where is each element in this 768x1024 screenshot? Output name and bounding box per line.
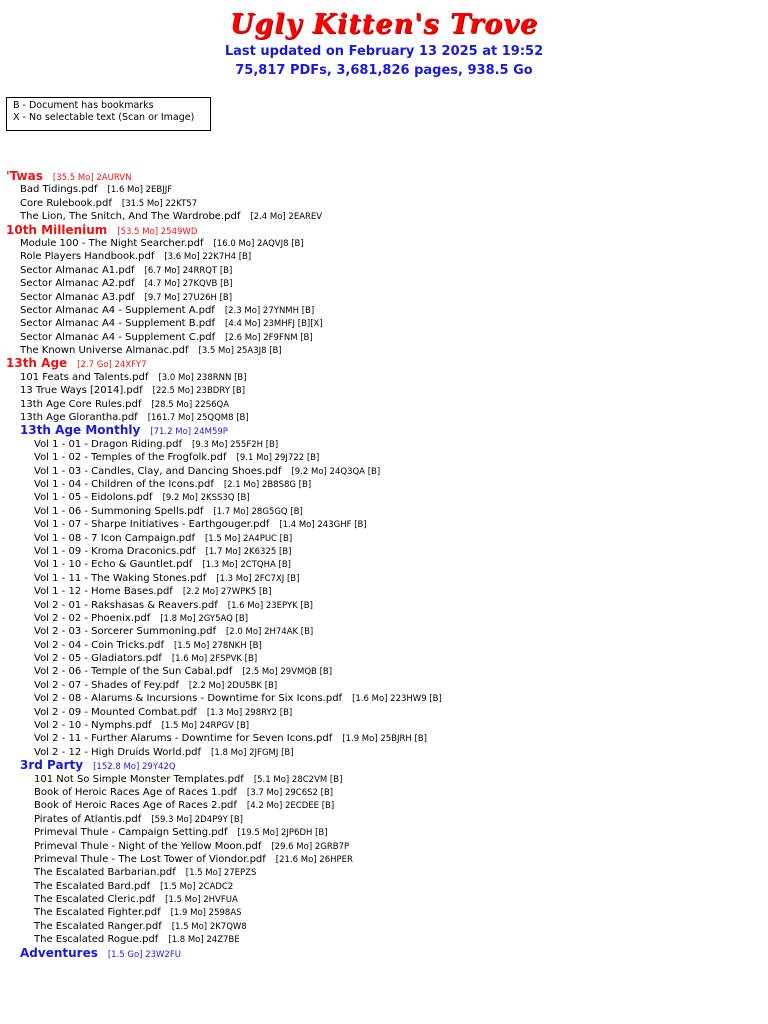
file-size-id: [1.6 Mo] 223HW9 [B]	[352, 694, 442, 705]
page-header	[0, 0, 768, 80]
file-name[interactable]: 13 True Ways [2014].pdf	[20, 385, 143, 397]
file-size-id: [1.3 Mo] 2CTQHA [B]	[202, 560, 291, 571]
file-name[interactable]: The Escalated Bard.pdf	[34, 880, 151, 892]
file-name[interactable]: Vol 2 - 03 - Sorcerer Summoning.pdf	[34, 626, 216, 638]
file-row[interactable]	[0, 304, 768, 317]
file-size-id: [1.3 Mo] 298RY2 [B]	[206, 707, 293, 718]
file-row[interactable]	[0, 291, 768, 304]
category-row[interactable]	[0, 947, 768, 960]
category-name[interactable]: 3rd Party	[20, 758, 84, 773]
category-size-id: [152.8 Mo] 29Y42Q	[93, 762, 176, 773]
file-name[interactable]: Sector Almanac A1.pdf	[20, 264, 135, 276]
file-row[interactable]	[0, 398, 768, 411]
file-row[interactable]	[0, 411, 768, 424]
file-name[interactable]: Vol 1 - 10 - Echo & Gauntlet.pdf	[34, 559, 193, 571]
file-size-id: [3.7 Mo] 29C6S2 [B]	[246, 787, 334, 798]
file-size-id: [2.1 Mo] 2B8S8G [B]	[223, 479, 312, 490]
category-size-id: [71.2 Mo] 24M59P	[150, 427, 228, 438]
file-name[interactable]: Sector Almanac A4 - Supplement B.pdf	[20, 318, 216, 330]
file-row[interactable]	[0, 465, 768, 478]
file-row[interactable]	[0, 532, 768, 545]
file-size-id: [1.9 Mo] 2598AS	[170, 908, 242, 919]
file-name[interactable]: 13th Age Core Rules.pdf	[20, 398, 142, 410]
file-row[interactable]	[0, 572, 768, 585]
file-name[interactable]: Vol 1 - 06 - Summoning Spells.pdf	[34, 505, 204, 517]
file-name[interactable]: The Escalated Fighter.pdf	[34, 907, 161, 919]
file-name[interactable]: Module 100 - The Night Searcher.pdf	[20, 237, 204, 249]
file-size-id: [3.0 Mo] 238RNN [B]	[158, 372, 247, 383]
file-name[interactable]: Vol 1 - 03 - Candles, Clay, and Dancing Shoes.pdf	[34, 465, 282, 477]
file-name[interactable]: Vol 2 - 10 - Nymphs.pdf	[34, 720, 152, 732]
file-name[interactable]: Sector Almanac A3.pdf	[20, 291, 135, 303]
file-size-id: [1.7 Mo] 28G5GQ [B]	[213, 506, 303, 517]
file-row[interactable]	[0, 317, 768, 330]
file-size-id: [1.8 Mo] 24Z7BE	[168, 935, 240, 946]
category-name[interactable]: 10th Millenium	[6, 222, 108, 237]
file-name[interactable]: Vol 2 - 01 - Rakshasas & Reavers.pdf	[34, 599, 218, 611]
file-row[interactable]	[0, 371, 768, 384]
file-row[interactable]	[0, 906, 768, 919]
file-name[interactable]: 101 Feats and Talents.pdf	[20, 371, 149, 383]
file-name[interactable]: Book of Heroic Races Age of Races 1.pdf	[34, 786, 237, 798]
file-row[interactable]	[0, 880, 768, 893]
category-row[interactable]	[0, 424, 768, 437]
last-updated: Last updated on February 13 2025 at 19:52	[224, 44, 544, 59]
file-row[interactable]	[0, 933, 768, 946]
file-row[interactable]	[0, 344, 768, 357]
file-row[interactable]	[0, 799, 768, 812]
file-size-id: [29.6 Mo] 2GRB7P	[271, 841, 350, 852]
file-size-id: [161.7 Mo] 25QQM8 [B]	[147, 413, 249, 424]
file-size-id: [4.7 Mo] 27KQVB [B]	[144, 279, 233, 290]
file-row[interactable]	[0, 625, 768, 638]
file-name[interactable]: Vol 1 - 05 - Eidolons.pdf	[34, 492, 153, 504]
category-row[interactable]	[0, 357, 768, 370]
file-size-id: [1.5 Mo] 24RPGV [B]	[161, 721, 250, 732]
file-name[interactable]: Pirates of Atlantis.pdf	[34, 813, 142, 825]
file-size-id: [1.5 Mo] 2HVFUA	[165, 895, 238, 906]
legend-no-text: X - No selectable text (Scan or Image)	[13, 112, 195, 123]
file-name[interactable]: Sector Almanac A4 - Supplement A.pdf	[20, 304, 215, 316]
file-size-id: [2.5 Mo] 29VMQB [B]	[242, 667, 333, 678]
category-name[interactable]: 13th Age Monthly	[20, 423, 141, 438]
file-size-id: [1.6 Mo] 2FSPVK [B]	[171, 654, 258, 665]
collection-stats: 75,817 PDFs, 3,681,826 pages, 938.5 Go	[235, 63, 533, 78]
file-size-id: [1.5 Mo] 278NKH [B]	[173, 640, 262, 651]
legend-bookmarks: B - Document has bookmarks	[13, 100, 154, 111]
file-row[interactable]	[0, 813, 768, 826]
file-size-id: [16.0 Mo] 2AQVJ8 [B]	[213, 238, 304, 249]
file-row[interactable]	[0, 612, 768, 625]
file-row[interactable]	[0, 665, 768, 678]
file-name[interactable]: Vol 2 - 08 - Alarums & Incursions - Downtime for Six Icons.pdf	[34, 693, 343, 705]
file-name[interactable]: Vol 2 - 07 - Shades of Fey.pdf	[34, 679, 179, 691]
file-row[interactable]	[0, 746, 768, 759]
file-size-id: [9.7 Mo] 27U26H [B]	[144, 292, 233, 303]
file-size-id: [1.3 Mo] 2FC7XJ [B]	[216, 573, 300, 584]
category-size-id: [2.7 Go] 24XFY7	[77, 360, 147, 371]
file-row[interactable]	[0, 840, 768, 853]
file-name[interactable]: Core Rulebook.pdf	[20, 197, 112, 209]
file-name[interactable]: Vol 2 - 09 - Mounted Combat.pdf	[34, 706, 197, 718]
file-size-id: [4.2 Mo] 2ECDEE [B]	[246, 801, 335, 812]
file-size-id: [1.7 Mo] 2K6325 [B]	[205, 546, 292, 557]
file-name[interactable]: Book of Heroic Races Age of Races 2.pdf	[34, 800, 237, 812]
file-size-id: [21.6 Mo] 26HPER	[275, 854, 353, 865]
file-row[interactable]	[0, 826, 768, 839]
file-size-id: [2.0 Mo] 2H74AK [B]	[225, 627, 314, 638]
file-row[interactable]	[0, 866, 768, 879]
file-size-id: [59.3 Mo] 2D4P9Y [B]	[151, 814, 243, 825]
file-row[interactable]	[0, 277, 768, 290]
file-name[interactable]: The Escalated Ranger.pdf	[34, 920, 162, 932]
file-row[interactable]	[0, 478, 768, 491]
file-size-id: [3.6 Mo] 22K7H4 [B]	[164, 252, 252, 263]
file-row[interactable]	[0, 639, 768, 652]
file-size-id: [2.4 Mo] 2EAREV	[250, 212, 323, 223]
file-name[interactable]: The Escalated Rogue.pdf	[34, 934, 159, 946]
file-row[interactable]	[0, 545, 768, 558]
file-row[interactable]	[0, 210, 768, 223]
file-size-id: [1.6 Mo] 23EPYK [B]	[227, 600, 313, 611]
file-row[interactable]	[0, 692, 768, 705]
file-size-id: [2.2 Mo] 2DU5BK [B]	[188, 680, 278, 691]
file-name[interactable]: Vol 2 - 12 - High Druids World.pdf	[34, 746, 202, 758]
file-row[interactable]	[0, 505, 768, 518]
file-row[interactable]	[0, 652, 768, 665]
file-size-id: [2.6 Mo] 2F9FNM [B]	[225, 332, 313, 343]
file-row[interactable]	[0, 384, 768, 397]
file-name[interactable]: Role Players Handbook.pdf	[20, 251, 155, 263]
file-row[interactable]	[0, 679, 768, 692]
file-name[interactable]: Vol 1 - 09 - Kroma Draconics.pdf	[34, 545, 196, 557]
file-name[interactable]: The Escalated Cleric.pdf	[34, 894, 156, 906]
file-row[interactable]	[0, 719, 768, 732]
category-row[interactable]	[0, 759, 768, 772]
file-name[interactable]: Sector Almanac A2.pdf	[20, 278, 135, 290]
file-size-id: [1.5 Mo] 2CADC2	[160, 881, 234, 892]
file-name[interactable]: Bad Tidings.pdf	[20, 184, 98, 196]
file-name[interactable]: Primeval Thule - Campaign Setting.pdf	[34, 827, 228, 839]
file-size-id: [1.5 Mo] 2A4PUC [B]	[204, 533, 293, 544]
file-size-id: [19.5 Mo] 2JP6DH [B]	[237, 828, 328, 839]
file-name[interactable]: Vol 2 - 06 - Temple of the Sun Cabal.pdf	[34, 666, 233, 678]
category-name[interactable]: Adventures	[20, 945, 98, 960]
file-size-id: [5.1 Mo] 28C2VM [B]	[253, 774, 343, 785]
file-size-id: [6.7 Mo] 24RRQT [B]	[144, 265, 233, 276]
file-name[interactable]: Vol 1 - 02 - Temples of the Frogfolk.pdf	[34, 452, 227, 464]
file-name[interactable]: Vol 2 - 04 - Coin Tricks.pdf	[34, 639, 164, 651]
file-row[interactable]	[0, 920, 768, 933]
file-size-id: [9.3 Mo] 255F2H [B]	[192, 439, 279, 450]
file-row[interactable]	[0, 331, 768, 344]
file-size-id: [1.6 Mo] 2EBJJF	[107, 185, 173, 196]
file-name[interactable]: 101 Not So Simple Monster Templates.pdf	[34, 773, 244, 785]
category-size-id: [53.5 Mo] 2549WD	[117, 226, 198, 237]
category-size-id: [35.5 Mo] 2AURVN	[52, 173, 132, 183]
file-size-id: [3.5 Mo] 25A3J8 [B]	[198, 346, 282, 357]
file-row[interactable]	[0, 438, 768, 451]
file-name[interactable]: Vol 1 - 12 - Home Bases.pdf	[34, 586, 173, 598]
legend-box	[6, 97, 211, 131]
file-size-id: [9.1 Mo] 29J722 [B]	[236, 453, 320, 464]
file-row[interactable]	[0, 237, 768, 250]
file-size-id: [1.5 Mo] 27EPZS	[185, 868, 257, 879]
file-size-id: [4.4 Mo] 23MHFJ [B][X]	[225, 319, 323, 330]
file-row[interactable]	[0, 853, 768, 866]
file-row[interactable]	[0, 518, 768, 531]
category-name[interactable]: 13th Age	[6, 356, 68, 371]
file-row[interactable]	[0, 264, 768, 277]
file-name[interactable]: Vol 2 - 11 - Further Alarums - Downtime for Seven Icons.pdf	[34, 733, 333, 745]
file-size-id: [1.5 Mo] 2K7QW8	[171, 921, 247, 932]
file-name[interactable]: The Escalated Barbarian.pdf	[34, 867, 176, 879]
file-row[interactable]	[0, 585, 768, 598]
file-size-id: [1.9 Mo] 25BJRH [B]	[342, 734, 427, 745]
file-name[interactable]: 13th Age Glorantha.pdf	[20, 412, 138, 424]
site-title: Ugly Kitten's Trove	[229, 9, 539, 40]
file-row[interactable]	[0, 893, 768, 906]
file-name[interactable]: Vol 1 - 01 - Dragon Riding.pdf	[34, 438, 183, 450]
file-row[interactable]	[0, 183, 768, 196]
category-name[interactable]: 'Twas	[6, 169, 43, 183]
file-size-id: [1.8 Mo] 2JFGMJ [B]	[211, 747, 294, 758]
file-name[interactable]: Sector Almanac A4 - Supplement C.pdf	[20, 331, 216, 343]
file-row[interactable]	[0, 786, 768, 799]
file-size-id: [1.4 Mo] 243GHF [B]	[279, 520, 367, 531]
file-size-id: [28.5 Mo] 22S6QA	[151, 399, 230, 410]
category-size-id: [1.5 Go] 23W2FU	[107, 949, 181, 960]
file-size-id: [31.5 Mo] 22KT57	[121, 198, 198, 209]
file-row[interactable]	[0, 732, 768, 745]
file-size-id: [1.8 Mo] 2GY5AQ [B]	[160, 613, 249, 624]
file-row[interactable]	[0, 451, 768, 464]
file-row[interactable]	[0, 250, 768, 263]
file-size-id: [22.5 Mo] 23BDRY [B]	[152, 386, 246, 397]
file-name[interactable]: Primeval Thule - The Lost Tower of Viondor.pdf	[34, 853, 266, 865]
file-size-id: [9.2 Mo] 2KSS3Q [B]	[162, 493, 250, 504]
file-name[interactable]: Vol 1 - 07 - Sharpe Initiatives - Earthgouger.pdf	[34, 519, 270, 531]
file-row[interactable]	[0, 491, 768, 504]
file-tree	[0, 170, 768, 960]
file-name[interactable]: Primeval Thule - Night of the Yellow Moon.pdf	[34, 840, 262, 852]
file-name[interactable]: Vol 1 - 04 - Children of the Icons.pdf	[34, 478, 214, 490]
file-name[interactable]: Vol 1 - 11 - The Waking Stones.pdf	[34, 572, 207, 584]
file-name[interactable]: Vol 2 - 02 - Phoenix.pdf	[34, 612, 151, 624]
file-size-id: [9.2 Mo] 24Q3QA [B]	[291, 466, 381, 477]
file-row[interactable]	[0, 197, 768, 210]
file-row[interactable]	[0, 558, 768, 571]
file-size-id: [2.2 Mo] 27WPK5 [B]	[182, 587, 272, 598]
category-row[interactable]	[0, 224, 768, 237]
file-row[interactable]	[0, 773, 768, 786]
category-row[interactable]	[0, 170, 768, 183]
file-name[interactable]: Vol 1 - 08 - 7 Icon Campaign.pdf	[34, 532, 195, 544]
file-name[interactable]: Vol 2 - 05 - Gladiators.pdf	[34, 653, 162, 665]
file-row[interactable]	[0, 599, 768, 612]
file-row[interactable]	[0, 706, 768, 719]
file-size-id: [2.3 Mo] 27YNMH [B]	[224, 305, 315, 316]
file-name[interactable]: The Lion, The Snitch, And The Wardrobe.pdf	[20, 211, 241, 223]
file-name[interactable]: The Known Universe Almanac.pdf	[20, 345, 189, 357]
